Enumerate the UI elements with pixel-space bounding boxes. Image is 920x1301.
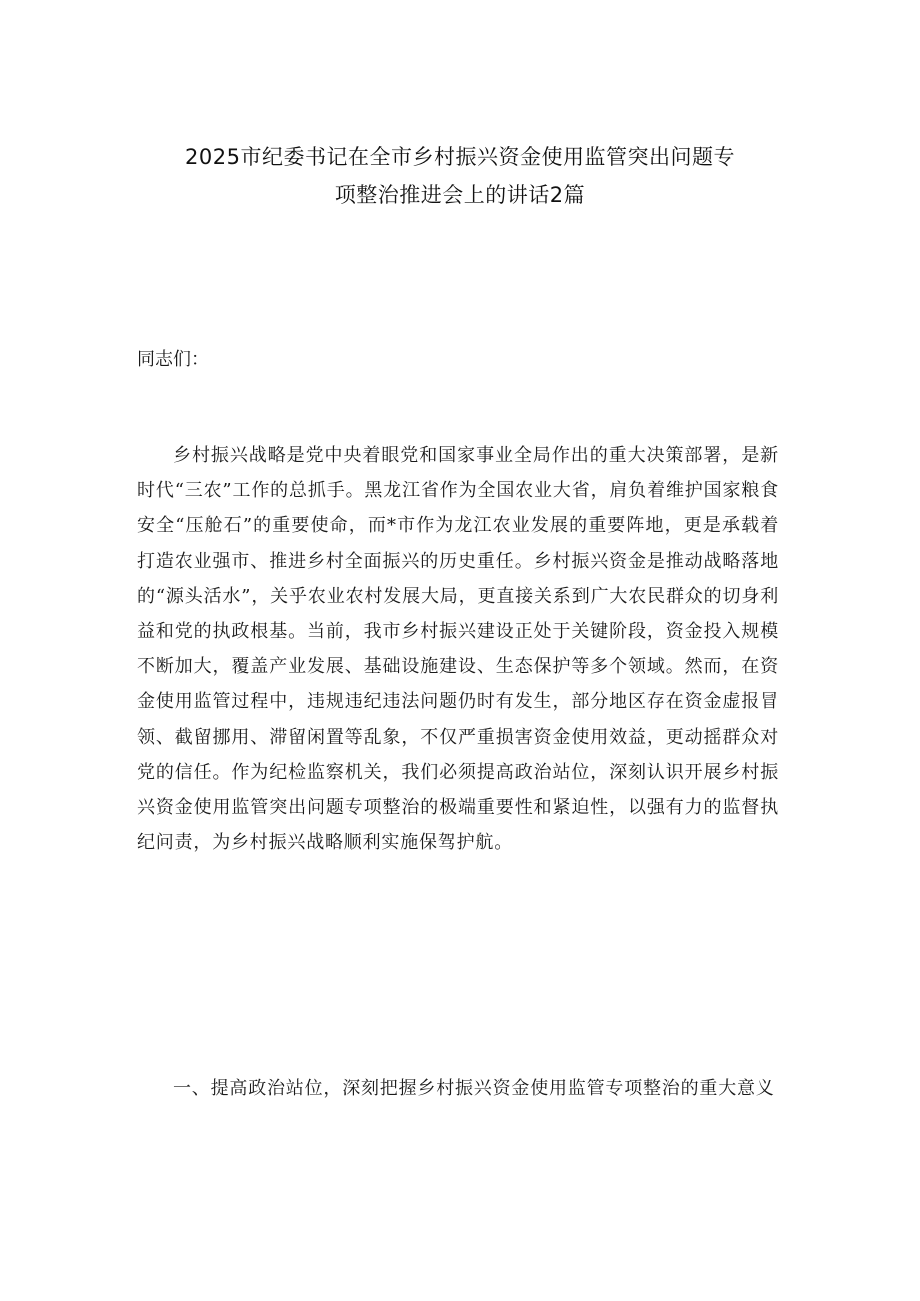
salutation: 同志们： <box>137 349 209 370</box>
section-heading: 一、提高政治站位，深刻把握乡村振兴资金使用监管专项整治的重大意义 <box>173 1078 775 1099</box>
document-title <box>120 138 800 214</box>
title-line-1: 2025市纪委书记在全市乡村振兴资金使用监管突出问题专 <box>185 145 735 169</box>
body-paragraph: 乡村振兴战略是党中央着眼党和国家事业全局作出的重大决策部署，是新时代“三农”工作的总抓手。黑龙江省作为全国农业大省，肩负着维护国家粮食安全“压舱石”的重要使命，而*市作为龙江农业发展的重要阵地，更是承载着打造农业强市、推进乡村全面振兴的历史重任。乡村振兴资金是推动战略落地的“源头活水”，关乎农业农村发展大局，更直接关系到广大农民群众的切身利益和党的执政根基。当前，我市乡村振兴建设正处于关键阶段，资金投入规模不断加大，覆盖产业发展、基础设施建设、生态保护等多个领域。然而，在资金使用监管过程中，违规违纪违法问题仍时有发生，部分地区存在资金虚报冒领、截留挪用、滞留闲置等乱象，不仅严重损害资金使用效益，更动摇群众对党的信任。作为纪检监察机关，我们必须提高政治站位，深刻认识开展乡村振兴资金使用监管突出问题专项整治的极端重要性和紧迫性，以强有力的监督执纪问责，为乡村振兴战略顺利实施保驾护航。 <box>137 445 779 854</box>
title-line-2: 项整治推进会上的讲话2篇 <box>334 183 586 207</box>
